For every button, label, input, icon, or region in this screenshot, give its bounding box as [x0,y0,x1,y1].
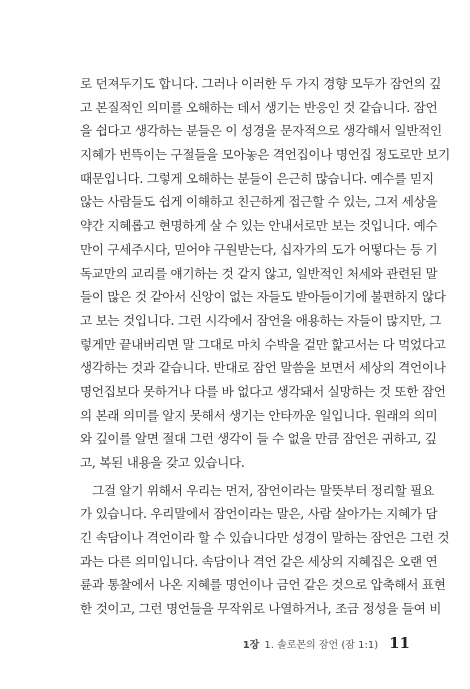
paragraph-1 [80,72,451,475]
text-line: 고 본질적인 의미를 오해하는 데서 생기는 반응인 것 같습니다. 잠언 [80,99,438,115]
text-line: 렇게만 끝내버리면 말 그대로 마치 수박을 겉만 핥고서는 다 먹었다고 [80,336,446,352]
text-line: 을 쉽다고 생각하는 분들은 이 성경을 문자적으로 생각해서 일반적인 [80,123,442,139]
text-line: 들이 많은 것 같아서 신앙이 없는 자들도 받아들이기에 불편하지 않다 [80,289,446,305]
text-line: 가 있습니다. 우리말에서 잠언이라는 말은, 사람 살아가는 지혜가 담 [80,506,438,522]
text-line: 만이 구세주시다, 믿어야 구원받는다, 십자가의 도가 어떻다는 등 기 [80,241,438,257]
page-number: 11 [389,634,410,652]
paragraph-2 [80,479,450,621]
text-line: 약간 지혜롭고 현명하게 살 수 있는 안내서로만 보는 것입니다. 예수 [80,218,438,234]
text-line: 로 던져두기도 합니다. 그러나 이러한 두 가지 경향 모두가 잠언의 깊 [80,76,442,91]
page-footer [243,634,410,652]
text-line: 명언집보다 못하거나 다를 바 없다고 생각돼서 실망하는 것 또한 잠언 [80,383,446,399]
text-line: 의 본래 의미를 알지 못해서 생기는 안타까운 일입니다. 원래의 의미 [80,407,438,423]
text-line: 지혜가 번뜩이는 구절들을 모아놓은 격언집이나 명언집 정도로만 보기 [80,147,451,163]
running-title: 1. 솔로몬의 잠언 (잠 1:1) [264,640,379,651]
text-line: 륜과 통찰에서 나온 지혜를 명언이나 금언 같은 것으로 압축해서 표현 [80,577,446,593]
text-line: 생각하는 것과 같습니다. 반대로 잠언 말씀을 보면서 세상의 격언이나 [80,360,446,376]
text-line: 한 것이고, 그런 명언들을 무작위로 나열하거나, 조금 정성을 들여 비 [80,601,442,617]
text-line: 와 깊이를 알면 절대 그런 생각이 들 수 없을 만큼 잠언은 귀하고, 깊 [80,431,437,447]
chapter-label: 1장 [242,640,260,651]
text-line: 그걸 알기 위해서 우리는 먼저, 잠언이라는 말뜻부터 정리할 필요 [92,482,434,498]
text-line: 독교만의 교리를 얘기하는 것 같지 않고, 일반적인 처세와 관련된 말 [80,265,438,281]
text-line: 과는 다른 의미입니다. 속담이나 격언 같은 세상의 지혜집은 오랜 연 [80,553,438,569]
text-line: 고 보는 것입니다. 그런 시각에서 잠언을 애용하는 자들이 많지만, 그 [80,312,442,328]
text-line: 때문입니다. 그렇게 오해하는 분들이 은근히 많습니다. 예수를 믿지 [80,170,434,186]
body-text [80,72,451,621]
text-line: 고, 복된 내용을 갖고 있습니다. [80,455,245,470]
text-line: 긴 속담이나 격언이라 할 수 있습니다만 성경이 말하는 잠언은 그런 것 [80,530,450,546]
text-line: 않는 사람들도 쉽게 이해하고 친근하게 접근할 수 있는, 그저 세상을 [80,194,438,210]
